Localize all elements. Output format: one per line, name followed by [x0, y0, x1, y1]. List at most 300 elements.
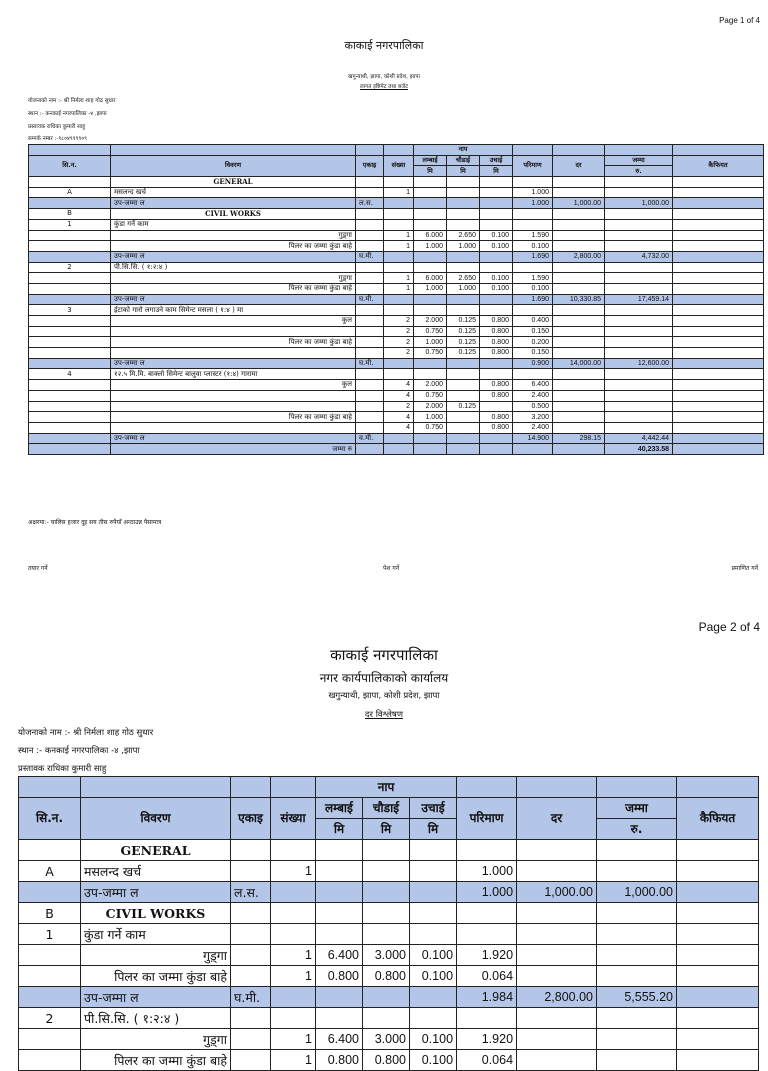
cell-width: 0.125 — [447, 337, 480, 348]
cell-unit — [356, 369, 384, 380]
cell-width: 0.800 — [363, 1050, 410, 1071]
header-total: जम्मा — [597, 798, 677, 819]
table-row — [29, 369, 764, 380]
table-row — [19, 966, 759, 987]
cell-remark — [673, 241, 764, 252]
cell-remark — [673, 251, 764, 262]
cell-quantity: 0.150 — [513, 326, 553, 337]
cell-quantity: 0.150 — [513, 348, 553, 359]
cell-width — [447, 412, 480, 423]
cell-sn — [29, 241, 111, 252]
cell-quantity — [457, 924, 517, 945]
cell-description: गुड़्गा — [111, 230, 356, 241]
cell-quantity: 1.920 — [457, 1029, 517, 1050]
cell-description — [111, 390, 356, 401]
cell-length — [414, 187, 447, 198]
cell-sn — [19, 987, 81, 1008]
subtotal-row — [29, 433, 764, 444]
header-width: चौडाई — [447, 155, 480, 166]
cell-quantity: 0.200 — [513, 337, 553, 348]
cell-length: 0.750 — [414, 326, 447, 337]
header-blank-cell — [231, 777, 271, 798]
cell-width: 3.000 — [363, 1029, 410, 1050]
cell-height: 0.100 — [410, 945, 457, 966]
cell-height — [480, 369, 513, 380]
header-unit-rs: रु. — [597, 819, 677, 840]
cell-sn: B — [29, 209, 111, 220]
cell-count — [384, 294, 414, 305]
section-title: CIVIL WORKS — [81, 903, 231, 924]
cell-remark — [677, 1008, 759, 1029]
cell-height: 0.800 — [480, 412, 513, 423]
cell-total: 1,000.00 — [605, 198, 673, 209]
cell-quantity — [513, 369, 553, 380]
empty-cell — [414, 177, 447, 188]
cell-total — [597, 861, 677, 882]
header-unit-m: मि — [447, 166, 480, 177]
cell-unit — [231, 924, 271, 945]
table-row — [19, 1029, 759, 1050]
header-measure: नाप — [316, 777, 457, 798]
cell-rate — [517, 1029, 597, 1050]
cell-height: 0.100 — [480, 283, 513, 294]
header-total: जम्मा — [605, 155, 673, 166]
cell-width — [363, 924, 410, 945]
cell-count — [384, 369, 414, 380]
cell-quantity: 1.690 — [513, 294, 553, 305]
cell-rate — [553, 412, 605, 423]
cell-rate — [553, 219, 605, 230]
empty-cell — [517, 903, 597, 924]
cell-remark — [673, 230, 764, 241]
cell-length — [414, 294, 447, 305]
header-unit: एकाइ — [356, 155, 384, 176]
cell-unit — [356, 422, 384, 433]
cell-sn — [19, 966, 81, 987]
cell-unit — [356, 380, 384, 391]
cell-quantity: 1.920 — [457, 945, 517, 966]
cell-total: 40,233.58 — [605, 444, 673, 455]
municipality-title: काकाई नगरपालिका — [344, 39, 424, 52]
cell-total — [605, 273, 673, 284]
cell-rate — [553, 241, 605, 252]
cell-sn: 1 — [19, 924, 81, 945]
cell-description: १२.५ मि.मि. बाक्लो सिमेन्ट बालुवा प्लास्टर (१:४) गारामा — [111, 369, 356, 380]
cell-width — [447, 305, 480, 316]
cell-remark — [673, 283, 764, 294]
office-address: खगुन्याथी, झापा, कोशी प्रदेश, झापा — [328, 691, 440, 701]
section-row — [19, 840, 759, 861]
cell-sn — [29, 198, 111, 209]
cell-length — [414, 369, 447, 380]
cell-height — [480, 433, 513, 444]
cell-quantity: 1.590 — [513, 230, 553, 241]
header-blank-cell — [517, 777, 597, 798]
project-name: योजनाको नाम :- श्री निर्मला शाह गोठ सुधार — [28, 98, 116, 104]
cell-description — [111, 422, 356, 433]
cell-length — [414, 262, 447, 273]
cell-length — [414, 251, 447, 262]
office-name: नगर कार्यपालिकाको कार्यालय — [319, 671, 449, 685]
cell-description: पी.सि.सि. ( १:२:४ ) — [81, 1008, 231, 1029]
empty-cell — [597, 903, 677, 924]
cell-count: 4 — [384, 412, 414, 423]
cell-remark — [673, 348, 764, 359]
cell-height — [480, 294, 513, 305]
cell-total — [605, 390, 673, 401]
cell-unit — [231, 966, 271, 987]
cell-sn — [19, 840, 81, 861]
cell-total — [597, 1008, 677, 1029]
cell-sn — [29, 444, 111, 455]
cell-width — [447, 187, 480, 198]
cell-height — [410, 1008, 457, 1029]
cell-description: उप-जम्मा ल — [111, 358, 356, 369]
cell-length: 2.000 — [414, 380, 447, 391]
cell-height: 0.800 — [480, 380, 513, 391]
cell-rate: 1,000.00 — [553, 198, 605, 209]
cell-count — [384, 433, 414, 444]
cell-quantity: 1.000 — [457, 861, 517, 882]
cell-length — [316, 924, 363, 945]
empty-cell — [356, 209, 384, 220]
cell-description: उप-जम्मा ल — [111, 198, 356, 209]
cell-remark — [677, 924, 759, 945]
cell-unit — [231, 1050, 271, 1071]
header-quantity: परिमाण — [513, 155, 553, 176]
cell-rate — [553, 273, 605, 284]
cell-width: 1.000 — [447, 241, 480, 252]
cell-remark — [673, 219, 764, 230]
amount-in-words: अक्षरमा:- चालिस हजार दुइ सय तीस रुपैयाँ अन्ठाउन्न पैसामात्र — [28, 519, 162, 526]
cell-description: उप-जम्मा ल — [111, 433, 356, 444]
cell-quantity: 0.064 — [457, 966, 517, 987]
cell-remark — [673, 422, 764, 433]
cell-sn — [29, 401, 111, 412]
cell-width — [447, 433, 480, 444]
cell-quantity: 1.590 — [513, 273, 553, 284]
header-blank-cell — [457, 777, 517, 798]
cell-unit: घ.मी. — [356, 294, 384, 305]
cell-rate — [517, 861, 597, 882]
header-sn: सि.न. — [19, 798, 81, 840]
cell-description: पी.सि.सि. ( १:२:४ ) — [111, 262, 356, 273]
cell-quantity: 2.400 — [513, 390, 553, 401]
cell-width — [447, 358, 480, 369]
cell-height: 0.800 — [480, 390, 513, 401]
header-width: चौडाई — [363, 798, 410, 819]
table-row — [29, 230, 764, 241]
cell-total — [605, 241, 673, 252]
cell-length — [316, 987, 363, 1008]
cell-total — [605, 337, 673, 348]
cell-description: कुंडा गर्ने काम — [111, 219, 356, 230]
cell-unit: घ.मी. — [356, 251, 384, 262]
header-rate: दर — [553, 155, 605, 176]
cell-height: 0.800 — [480, 348, 513, 359]
cell-length — [414, 444, 447, 455]
table-row — [29, 262, 764, 273]
cell-description: पिलर का जम्मा कुंडा बाहे — [111, 412, 356, 423]
cell-quantity: 1.000 — [513, 198, 553, 209]
section-row — [29, 209, 764, 220]
cell-unit: घ.मी. — [231, 987, 271, 1008]
cell-width — [447, 294, 480, 305]
cell-count — [384, 444, 414, 455]
cell-rate: 2,800.00 — [517, 987, 597, 1008]
empty-cell — [513, 177, 553, 188]
cell-description: कुल — [111, 380, 356, 391]
cell-length: 0.800 — [316, 966, 363, 987]
cell-length — [414, 433, 447, 444]
cell-sn — [19, 1050, 81, 1071]
document-title: लागत इष्टिमेट तथा बजेट — [359, 84, 409, 90]
cell-rate — [553, 422, 605, 433]
header-remark: कैफियत — [673, 155, 764, 176]
cell-remark — [673, 380, 764, 391]
cell-count — [384, 358, 414, 369]
cell-sn — [29, 433, 111, 444]
table-row — [19, 861, 759, 882]
header-unit-m: मि — [480, 166, 513, 177]
table-row — [29, 326, 764, 337]
cell-unit — [231, 945, 271, 966]
cell-unit — [231, 1008, 271, 1029]
cell-height: 0.100 — [410, 1029, 457, 1050]
cell-count: 1 — [384, 187, 414, 198]
cell-total — [605, 230, 673, 241]
cell-sn — [29, 251, 111, 262]
cell-count: 4 — [384, 380, 414, 391]
cell-count: 4 — [384, 390, 414, 401]
cell-total — [605, 305, 673, 316]
empty-cell — [271, 840, 316, 861]
grand-total-row — [29, 444, 764, 455]
cell-unit — [356, 401, 384, 412]
header-length: लम्बाई — [414, 155, 447, 166]
cell-unit: ल.स. — [356, 198, 384, 209]
project-location: स्थान :- कनकाई नगरपालिका -४ ,झापा — [28, 111, 107, 117]
header-unit-m: मि — [410, 819, 457, 840]
cell-description: उप-जम्मा ल — [81, 987, 231, 1008]
cell-remark — [673, 294, 764, 305]
cell-total — [605, 422, 673, 433]
cell-length: 6.400 — [316, 945, 363, 966]
cell-quantity: 0.100 — [513, 283, 553, 294]
cell-unit — [356, 187, 384, 198]
cell-total — [605, 412, 673, 423]
header-unit-m: मि — [363, 819, 410, 840]
cell-length: 2.000 — [414, 401, 447, 412]
header-blank-cell — [673, 145, 764, 156]
cell-total — [605, 316, 673, 327]
cell-sn — [19, 945, 81, 966]
cell-rate — [553, 380, 605, 391]
cell-remark — [673, 262, 764, 273]
cell-description: जम्मा रु — [111, 444, 356, 455]
empty-cell — [410, 840, 457, 861]
empty-cell — [457, 840, 517, 861]
subtotal-row — [29, 251, 764, 262]
section-row — [19, 903, 759, 924]
cell-unit — [356, 444, 384, 455]
cell-total — [605, 326, 673, 337]
cell-unit — [356, 337, 384, 348]
cell-unit — [356, 262, 384, 273]
cell-width: 0.125 — [447, 401, 480, 412]
cell-length — [316, 1008, 363, 1029]
cell-remark — [673, 412, 764, 423]
cell-quantity: 2.400 — [513, 422, 553, 433]
cell-sn: A — [29, 187, 111, 198]
cell-height: 0.100 — [410, 966, 457, 987]
empty-cell — [677, 903, 759, 924]
cell-unit — [356, 230, 384, 241]
cell-length: 6.000 — [414, 273, 447, 284]
table-row — [29, 390, 764, 401]
cell-sn: B — [19, 903, 81, 924]
cell-remark — [673, 305, 764, 316]
cell-description: गुड़्गा — [81, 945, 231, 966]
cell-remark — [677, 966, 759, 987]
cell-count — [384, 198, 414, 209]
cell-sn — [29, 390, 111, 401]
cell-sn — [19, 882, 81, 903]
cell-total: 17,459.14 — [605, 294, 673, 305]
cell-count: 2 — [384, 316, 414, 327]
cell-width: 2.650 — [447, 273, 480, 284]
cell-remark — [673, 358, 764, 369]
cell-count: 1 — [271, 945, 316, 966]
header-description: विवरण — [111, 155, 356, 176]
cell-description: उप-जम्मा ल — [81, 882, 231, 903]
cell-count: 2 — [384, 326, 414, 337]
cell-count — [271, 987, 316, 1008]
cell-length: 1.000 — [414, 412, 447, 423]
header-count: संख्या — [271, 798, 316, 840]
empty-cell — [605, 177, 673, 188]
cell-sn — [29, 422, 111, 433]
cell-description: पिलर का जम्मा कुंडा बाहे — [81, 1050, 231, 1071]
cell-quantity: 0.500 — [513, 401, 553, 412]
cell-total — [597, 1029, 677, 1050]
cell-description: कुंडा गर्ने काम — [81, 924, 231, 945]
cell-rate — [553, 337, 605, 348]
cell-length — [316, 882, 363, 903]
section-row — [29, 177, 764, 188]
header-sn: सि.न. — [29, 155, 111, 176]
cell-description — [111, 326, 356, 337]
header-count: संख्या — [384, 155, 414, 176]
cell-unit — [356, 316, 384, 327]
cell-length — [414, 305, 447, 316]
cell-rate — [553, 348, 605, 359]
cell-width: 1.000 — [447, 283, 480, 294]
cell-description: उप-जम्मा ल — [111, 294, 356, 305]
cell-height: 0.100 — [410, 1050, 457, 1071]
cell-quantity: 1.690 — [513, 251, 553, 262]
cell-width: 0.125 — [447, 316, 480, 327]
header-unit-m: मि — [316, 819, 363, 840]
subtotal-row — [19, 882, 759, 903]
cell-height — [480, 198, 513, 209]
cell-rate — [553, 326, 605, 337]
cell-width — [447, 380, 480, 391]
cell-height — [480, 305, 513, 316]
cell-sn — [19, 1029, 81, 1050]
page-number-label: Page 2 of 4 — [698, 620, 760, 634]
cell-length: 6.000 — [414, 230, 447, 241]
cell-total — [597, 966, 677, 987]
cell-unit: व.मी. — [356, 433, 384, 444]
cell-width: 3.000 — [363, 945, 410, 966]
cell-description: ईटाको गारो लगाउने काम सिमेन्ट मसला ( १:४ ) मा — [111, 305, 356, 316]
cell-rate — [517, 1050, 597, 1071]
cell-sn: 2 — [19, 1008, 81, 1029]
header-blank-cell — [605, 145, 673, 156]
applicant-name: प्रस्तावक राधिका कुमारी साहु — [28, 124, 86, 130]
cell-length: 0.750 — [414, 348, 447, 359]
cell-total: 4,732.00 — [605, 251, 673, 262]
cell-height — [480, 219, 513, 230]
cell-height — [410, 861, 457, 882]
cell-length: 2.000 — [414, 316, 447, 327]
cell-rate — [553, 369, 605, 380]
empty-cell — [513, 209, 553, 220]
cell-remark — [673, 337, 764, 348]
empty-cell — [517, 840, 597, 861]
cell-quantity: 1.984 — [457, 987, 517, 1008]
cell-quantity — [513, 262, 553, 273]
cell-unit: घ.मी. — [356, 358, 384, 369]
cell-length: 0.750 — [414, 390, 447, 401]
cell-quantity — [513, 305, 553, 316]
empty-cell — [597, 840, 677, 861]
cell-length — [414, 219, 447, 230]
header-height: उचाई — [480, 155, 513, 166]
cell-height — [480, 251, 513, 262]
cell-count — [384, 262, 414, 273]
cell-height — [480, 358, 513, 369]
project-location: स्थान :- कनकाई नगरपालिका -४ ,झापा — [18, 746, 140, 756]
cell-height — [480, 401, 513, 412]
cell-length: 6.400 — [316, 1029, 363, 1050]
cell-description: मसलन्द खर्च — [111, 187, 356, 198]
cell-unit — [231, 861, 271, 882]
cell-count — [384, 305, 414, 316]
cell-sn — [29, 177, 111, 188]
cell-rate — [553, 283, 605, 294]
cell-count: 2 — [384, 401, 414, 412]
empty-cell — [447, 209, 480, 220]
cell-unit — [356, 241, 384, 252]
cell-quantity: 1.000 — [457, 882, 517, 903]
cell-description: पिलर का जम्मा कुंडा बाहे — [81, 966, 231, 987]
empty-cell — [605, 209, 673, 220]
header-unit-m: मि — [414, 166, 447, 177]
header-blank-cell — [19, 777, 81, 798]
cell-unit — [356, 326, 384, 337]
table-row — [19, 1050, 759, 1071]
empty-cell — [231, 903, 271, 924]
table-row — [29, 187, 764, 198]
cell-width: 0.125 — [447, 348, 480, 359]
cell-width: 0.125 — [447, 326, 480, 337]
cell-description: गुड़्गा — [81, 1029, 231, 1050]
cell-height — [480, 444, 513, 455]
cell-unit — [356, 348, 384, 359]
cell-sn — [29, 348, 111, 359]
